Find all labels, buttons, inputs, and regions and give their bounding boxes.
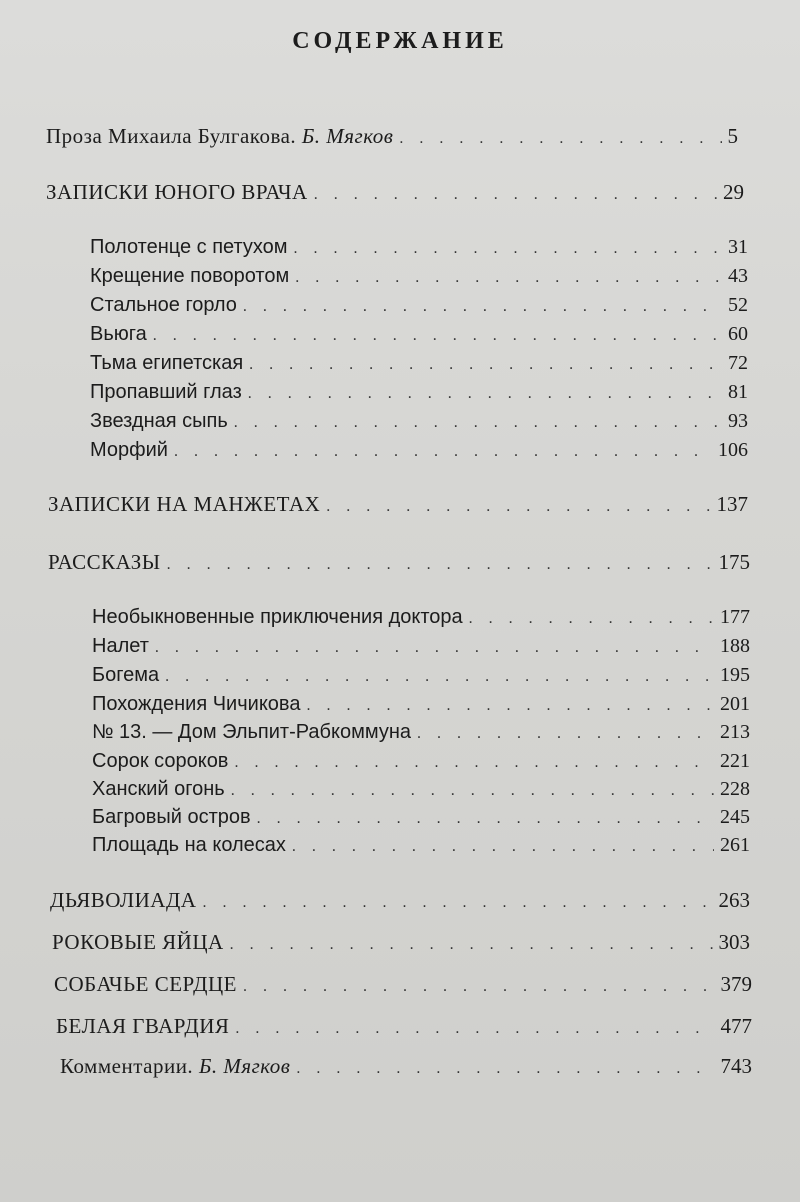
toc-subentry-page: 93 — [728, 410, 748, 432]
toc-subentry — [90, 323, 748, 346]
toc-section-page: 477 — [720, 1014, 752, 1038]
toc-subentry-page: 228 — [720, 778, 750, 800]
toc-section — [54, 972, 752, 997]
toc-entry-author: Б. Мягков — [301, 124, 394, 148]
dot-leader — [257, 810, 714, 828]
toc-subentry-title: Морфий — [90, 439, 168, 461]
dot-leader — [230, 936, 713, 954]
toc-subentry-title: Звездная сыпь — [90, 410, 228, 432]
toc-subentry-page: 188 — [720, 635, 750, 657]
toc-section-title: ЗАПИСКИ ЮНОГО ВРАЧА — [46, 180, 308, 204]
toc-subentry-page: 261 — [720, 834, 750, 856]
toc-section-page: 263 — [718, 888, 750, 912]
toc-subentry — [92, 693, 750, 716]
toc-section — [48, 550, 750, 575]
toc-subentry-page: 81 — [728, 381, 748, 403]
toc-section — [48, 492, 748, 517]
toc-entry-page: 5 — [727, 124, 738, 148]
toc-subentry-page: 60 — [728, 323, 748, 345]
toc-subentry-page: 201 — [720, 693, 750, 715]
dot-leader — [174, 443, 712, 461]
dot-leader — [234, 414, 722, 432]
dot-leader — [326, 498, 710, 516]
toc-subentry — [90, 265, 748, 288]
toc-subentry — [92, 750, 750, 773]
toc-section — [50, 888, 750, 913]
toc-subentry-title: Ханский огонь — [92, 778, 225, 800]
page-title: СОДЕРЖАНИЕ — [292, 28, 508, 54]
toc-subentry-title: Площадь на колесах — [92, 834, 286, 856]
toc-subentry-title: Тьма египетская — [90, 352, 244, 374]
dot-leader — [167, 556, 713, 574]
dot-leader — [314, 186, 717, 204]
dot-leader — [296, 1060, 714, 1078]
toc-subentry — [92, 664, 750, 687]
dot-leader — [243, 298, 722, 316]
toc-section-title: БЕЛАЯ ГВАРДИЯ — [56, 1014, 230, 1038]
toc-subentry-page: 221 — [720, 750, 750, 772]
toc-subentry-title: Стальное горло — [90, 294, 237, 316]
toc-subentry — [90, 439, 748, 462]
toc-subentry — [92, 606, 750, 629]
dot-leader — [235, 1020, 714, 1038]
toc-section — [52, 930, 750, 955]
dot-leader — [399, 130, 721, 148]
toc-subentry-title: Сорок сороков — [92, 750, 229, 772]
dot-leader — [417, 725, 714, 743]
toc-subentry-page: 213 — [720, 721, 750, 743]
toc-entry-page: 743 — [720, 1054, 752, 1078]
dot-leader — [294, 240, 722, 258]
toc-subentry-page: 31 — [728, 236, 748, 258]
dot-leader — [231, 782, 714, 800]
toc-section-page: 303 — [718, 930, 750, 954]
toc-section-page: 175 — [718, 550, 750, 574]
toc-subentry-title: Необыкновенные приключения доктора — [92, 606, 463, 628]
toc-section-page: 137 — [716, 492, 748, 516]
toc-section — [56, 1014, 752, 1039]
toc-subentry — [92, 778, 750, 801]
toc-subentry — [90, 352, 748, 375]
toc-section-title: СОБАЧЬЕ СЕРДЦЕ — [54, 972, 237, 996]
dot-leader — [248, 385, 722, 403]
toc-entry-intro — [46, 124, 738, 149]
toc-entry-title: Проза Михаила Булгакова. Б. Мягков — [46, 124, 394, 148]
toc-subentry-title: № 13. — Дом Эльпит-Рабкоммуна — [92, 721, 411, 743]
dot-leader — [165, 668, 714, 686]
toc-section-title: ДЬЯВОЛИАДА — [50, 888, 197, 912]
toc-subentry-title: Пропавший глаз — [90, 381, 242, 403]
toc-subentry-title: Богема — [92, 664, 160, 686]
toc-subentry-title: Налет — [92, 635, 149, 657]
toc-subentry-page: 177 — [720, 606, 750, 628]
toc-subentry — [90, 236, 748, 259]
toc-entry-author: Б. Мягков — [198, 1054, 291, 1078]
dot-leader — [155, 639, 714, 657]
toc-section-page: 29 — [723, 180, 744, 204]
toc-subentry — [92, 806, 750, 829]
toc-section — [46, 180, 744, 205]
dot-leader — [243, 978, 715, 996]
toc-subentry-page: 72 — [728, 352, 748, 374]
toc-subentry-page: 43 — [728, 265, 748, 287]
toc-subentry — [90, 410, 748, 433]
toc-subentry — [90, 381, 748, 404]
dot-leader — [249, 356, 722, 374]
toc-section-page: 379 — [720, 972, 752, 996]
toc-subentry-title: Крещение поворотом — [90, 265, 290, 287]
toc-subentry-title: Похождения Чичикова — [92, 693, 301, 715]
toc-subentry-title: Полотенце с петухом — [90, 236, 288, 258]
dot-leader — [153, 327, 722, 345]
toc-section-title: РАССКАЗЫ — [48, 550, 161, 574]
toc-subentry-title: Багровый остров — [92, 806, 251, 828]
toc-entry-title: Комментарии. Б. Мягков — [60, 1054, 291, 1078]
dot-leader — [306, 697, 714, 715]
toc-subentry-page: 245 — [720, 806, 750, 828]
dot-leader — [234, 754, 714, 772]
dot-leader — [292, 838, 714, 856]
toc-subentry-page: 195 — [720, 664, 750, 686]
dot-leader — [295, 269, 722, 287]
toc-subentry — [92, 834, 750, 857]
toc-section-title: ЗАПИСКИ НА МАНЖЕТАХ — [48, 492, 321, 516]
dot-leader — [469, 610, 714, 628]
toc-subentry — [92, 721, 750, 744]
toc-subentry — [90, 294, 748, 317]
dot-leader — [202, 894, 712, 912]
toc-subentry — [92, 635, 750, 658]
toc-subentry-title: Вьюга — [90, 323, 147, 345]
toc-subentry-page: 52 — [728, 294, 748, 316]
toc-section-title: РОКОВЫЕ ЯЙЦА — [52, 930, 224, 954]
toc-subentry-page: 106 — [718, 439, 748, 461]
toc-entry-commentary — [60, 1054, 752, 1079]
